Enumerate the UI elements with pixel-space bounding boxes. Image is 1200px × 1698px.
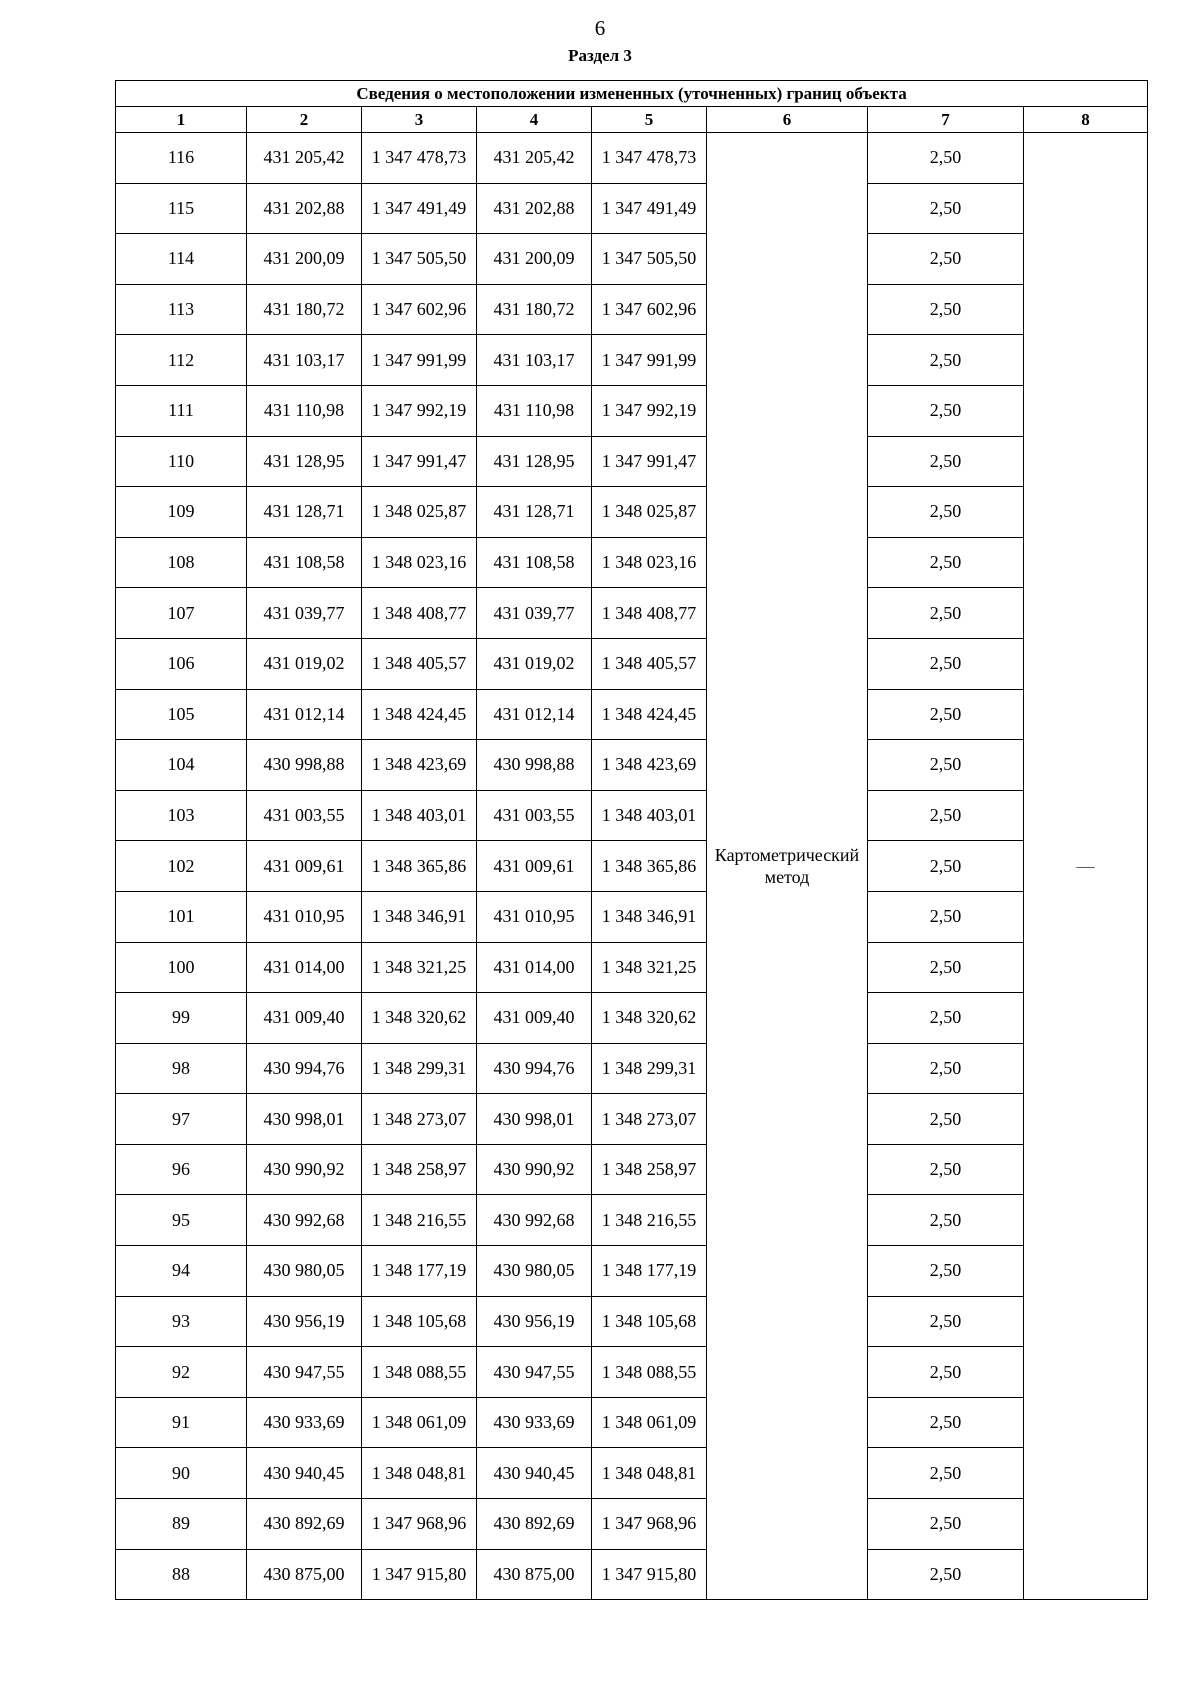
coordinates-table <box>115 80 1148 1600</box>
x-new-cell: 430 947,55 <box>477 1347 592 1398</box>
table-row <box>116 891 1148 942</box>
x-new-cell: 430 998,88 <box>477 740 592 791</box>
y-new-cell: 1 348 405,57 <box>592 638 707 689</box>
point-number-cell: 96 <box>116 1144 247 1195</box>
column-8-cell: — <box>1024 133 1148 1600</box>
x-new-cell: 430 933,69 <box>477 1397 592 1448</box>
y-old-cell: 1 348 424,45 <box>362 689 477 740</box>
y-old-cell: 1 348 023,16 <box>362 537 477 588</box>
y-old-cell: 1 347 991,47 <box>362 436 477 487</box>
x-old-cell: 431 202,88 <box>247 183 362 234</box>
x-old-cell: 430 892,69 <box>247 1499 362 1550</box>
table-row <box>116 841 1148 892</box>
y-old-cell: 1 348 408,77 <box>362 588 477 639</box>
x-old-cell: 431 200,09 <box>247 234 362 285</box>
y-new-cell: 1 347 968,96 <box>592 1499 707 1550</box>
x-old-cell: 430 875,00 <box>247 1549 362 1600</box>
x-new-cell: 431 010,95 <box>477 891 592 942</box>
point-number-cell: 105 <box>116 689 247 740</box>
x-old-cell: 431 039,77 <box>247 588 362 639</box>
y-new-cell: 1 348 273,07 <box>592 1094 707 1145</box>
point-number-cell: 98 <box>116 1043 247 1094</box>
point-number-cell: 102 <box>116 841 247 892</box>
y-new-cell: 1 348 061,09 <box>592 1397 707 1448</box>
y-new-cell: 1 347 602,96 <box>592 284 707 335</box>
x-new-cell: 431 108,58 <box>477 537 592 588</box>
accuracy-cell: 2,50 <box>868 133 1024 184</box>
y-old-cell: 1 347 505,50 <box>362 234 477 285</box>
column-number-row <box>116 107 1148 133</box>
table-row <box>116 1448 1148 1499</box>
x-new-cell: 431 200,09 <box>477 234 592 285</box>
point-number-cell: 91 <box>116 1397 247 1448</box>
y-new-cell: 1 348 258,97 <box>592 1144 707 1195</box>
x-new-cell: 431 180,72 <box>477 284 592 335</box>
y-old-cell: 1 347 478,73 <box>362 133 477 184</box>
point-number-cell: 106 <box>116 638 247 689</box>
x-old-cell: 431 012,14 <box>247 689 362 740</box>
x-new-cell: 431 014,00 <box>477 942 592 993</box>
y-new-cell: 1 348 025,87 <box>592 487 707 538</box>
y-old-cell: 1 348 346,91 <box>362 891 477 942</box>
y-new-cell: 1 348 299,31 <box>592 1043 707 1094</box>
x-old-cell: 431 009,61 <box>247 841 362 892</box>
accuracy-cell: 2,50 <box>868 1549 1024 1600</box>
y-new-cell: 1 348 088,55 <box>592 1347 707 1398</box>
y-new-cell: 1 347 505,50 <box>592 234 707 285</box>
x-new-cell: 431 012,14 <box>477 689 592 740</box>
accuracy-cell: 2,50 <box>868 1043 1024 1094</box>
point-number-cell: 116 <box>116 133 247 184</box>
accuracy-cell: 2,50 <box>868 1347 1024 1398</box>
y-old-cell: 1 347 602,96 <box>362 284 477 335</box>
x-old-cell: 431 180,72 <box>247 284 362 335</box>
x-old-cell: 430 998,01 <box>247 1094 362 1145</box>
table-row <box>116 1397 1148 1448</box>
x-old-cell: 430 947,55 <box>247 1347 362 1398</box>
section-title: Раздел 3 <box>568 46 632 65</box>
x-new-cell: 431 003,55 <box>477 790 592 841</box>
column-number-7: 7 <box>868 107 1024 133</box>
x-old-cell: 431 128,95 <box>247 436 362 487</box>
y-new-cell: 1 348 346,91 <box>592 891 707 942</box>
y-old-cell: 1 348 273,07 <box>362 1094 477 1145</box>
point-number-cell: 114 <box>116 234 247 285</box>
point-number-cell: 100 <box>116 942 247 993</box>
point-number-cell: 89 <box>116 1499 247 1550</box>
accuracy-cell: 2,50 <box>868 689 1024 740</box>
y-old-cell: 1 348 088,55 <box>362 1347 477 1398</box>
x-new-cell: 431 110,98 <box>477 385 592 436</box>
x-old-cell: 430 956,19 <box>247 1296 362 1347</box>
x-old-cell: 430 994,76 <box>247 1043 362 1094</box>
x-new-cell: 431 103,17 <box>477 335 592 386</box>
x-new-cell: 430 940,45 <box>477 1448 592 1499</box>
x-new-cell: 430 994,76 <box>477 1043 592 1094</box>
table-row <box>116 942 1148 993</box>
x-new-cell: 430 990,92 <box>477 1144 592 1195</box>
x-old-cell: 431 010,95 <box>247 891 362 942</box>
page-number: 6 <box>594 16 606 40</box>
column-number-1: 1 <box>116 107 247 133</box>
y-old-cell: 1 348 403,01 <box>362 790 477 841</box>
accuracy-cell: 2,50 <box>868 234 1024 285</box>
method-cell: Картометрический метод <box>707 133 868 1600</box>
y-old-cell: 1 348 423,69 <box>362 740 477 791</box>
point-number-cell: 93 <box>116 1296 247 1347</box>
y-old-cell: 1 347 915,80 <box>362 1549 477 1600</box>
accuracy-cell: 2,50 <box>868 891 1024 942</box>
table-row <box>116 183 1148 234</box>
x-old-cell: 430 998,88 <box>247 740 362 791</box>
point-number-cell: 97 <box>116 1094 247 1145</box>
table-caption: Сведения о местоположении измененных (уточненных) границ объекта <box>116 81 1148 107</box>
table-row <box>116 1549 1148 1600</box>
table-row <box>116 588 1148 639</box>
x-new-cell: 430 998,01 <box>477 1094 592 1145</box>
table-row <box>116 1246 1148 1297</box>
point-number-cell: 104 <box>116 740 247 791</box>
y-old-cell: 1 347 968,96 <box>362 1499 477 1550</box>
x-new-cell: 431 019,02 <box>477 638 592 689</box>
y-new-cell: 1 347 478,73 <box>592 133 707 184</box>
x-old-cell: 431 009,40 <box>247 993 362 1044</box>
x-old-cell: 430 933,69 <box>247 1397 362 1448</box>
table-row <box>116 284 1148 335</box>
point-number-cell: 107 <box>116 588 247 639</box>
x-old-cell: 431 128,71 <box>247 487 362 538</box>
y-new-cell: 1 348 320,62 <box>592 993 707 1044</box>
point-number-cell: 103 <box>116 790 247 841</box>
y-new-cell: 1 348 023,16 <box>592 537 707 588</box>
table-row <box>116 1195 1148 1246</box>
y-new-cell: 1 348 423,69 <box>592 740 707 791</box>
point-number-cell: 99 <box>116 993 247 1044</box>
table-row <box>116 1499 1148 1550</box>
column-number-8: 8 <box>1024 107 1148 133</box>
x-new-cell: 431 128,95 <box>477 436 592 487</box>
y-new-cell: 1 348 177,19 <box>592 1246 707 1297</box>
table-row <box>116 993 1148 1044</box>
x-old-cell: 430 980,05 <box>247 1246 362 1297</box>
y-old-cell: 1 348 177,19 <box>362 1246 477 1297</box>
x-old-cell: 431 103,17 <box>247 335 362 386</box>
y-old-cell: 1 348 025,87 <box>362 487 477 538</box>
table-row <box>116 537 1148 588</box>
accuracy-cell: 2,50 <box>868 284 1024 335</box>
accuracy-cell: 2,50 <box>868 1499 1024 1550</box>
y-old-cell: 1 348 320,62 <box>362 993 477 1044</box>
point-number-cell: 108 <box>116 537 247 588</box>
accuracy-cell: 2,50 <box>868 183 1024 234</box>
accuracy-cell: 2,50 <box>868 1448 1024 1499</box>
y-new-cell: 1 348 105,68 <box>592 1296 707 1347</box>
x-new-cell: 431 128,71 <box>477 487 592 538</box>
table-row <box>116 385 1148 436</box>
accuracy-cell: 2,50 <box>868 1144 1024 1195</box>
accuracy-cell: 2,50 <box>868 1195 1024 1246</box>
y-new-cell: 1 348 365,86 <box>592 841 707 892</box>
x-new-cell: 430 956,19 <box>477 1296 592 1347</box>
point-number-cell: 115 <box>116 183 247 234</box>
accuracy-cell: 2,50 <box>868 790 1024 841</box>
accuracy-cell: 2,50 <box>868 436 1024 487</box>
y-new-cell: 1 347 992,19 <box>592 385 707 436</box>
table-row <box>116 1296 1148 1347</box>
y-new-cell: 1 347 491,49 <box>592 183 707 234</box>
y-old-cell: 1 348 048,81 <box>362 1448 477 1499</box>
y-new-cell: 1 347 991,47 <box>592 436 707 487</box>
x-old-cell: 431 110,98 <box>247 385 362 436</box>
accuracy-cell: 2,50 <box>868 740 1024 791</box>
point-number-cell: 94 <box>116 1246 247 1297</box>
table-row <box>116 1094 1148 1145</box>
table-row <box>116 689 1148 740</box>
table-row <box>116 335 1148 386</box>
y-old-cell: 1 347 491,49 <box>362 183 477 234</box>
x-new-cell: 431 202,88 <box>477 183 592 234</box>
column-number-5: 5 <box>592 107 707 133</box>
y-new-cell: 1 348 424,45 <box>592 689 707 740</box>
x-new-cell: 431 039,77 <box>477 588 592 639</box>
table-row <box>116 1347 1148 1398</box>
table-row <box>116 487 1148 538</box>
x-old-cell: 431 019,02 <box>247 638 362 689</box>
point-number-cell: 113 <box>116 284 247 335</box>
x-old-cell: 430 940,45 <box>247 1448 362 1499</box>
y-old-cell: 1 348 405,57 <box>362 638 477 689</box>
table-row <box>116 1043 1148 1094</box>
accuracy-cell: 2,50 <box>868 1397 1024 1448</box>
column-number-3: 3 <box>362 107 477 133</box>
point-number-cell: 92 <box>116 1347 247 1398</box>
x-new-cell: 430 980,05 <box>477 1246 592 1297</box>
y-new-cell: 1 348 321,25 <box>592 942 707 993</box>
accuracy-cell: 2,50 <box>868 385 1024 436</box>
accuracy-cell: 2,50 <box>868 993 1024 1044</box>
y-new-cell: 1 348 403,01 <box>592 790 707 841</box>
accuracy-cell: 2,50 <box>868 638 1024 689</box>
x-old-cell: 431 108,58 <box>247 537 362 588</box>
table-row <box>116 790 1148 841</box>
column-number-2: 2 <box>247 107 362 133</box>
x-new-cell: 430 892,69 <box>477 1499 592 1550</box>
x-new-cell: 431 009,40 <box>477 993 592 1044</box>
x-old-cell: 431 205,42 <box>247 133 362 184</box>
table-row <box>116 740 1148 791</box>
point-number-cell: 110 <box>116 436 247 487</box>
point-number-cell: 112 <box>116 335 247 386</box>
y-old-cell: 1 348 299,31 <box>362 1043 477 1094</box>
y-old-cell: 1 348 321,25 <box>362 942 477 993</box>
x-new-cell: 430 992,68 <box>477 1195 592 1246</box>
y-old-cell: 1 347 992,19 <box>362 385 477 436</box>
y-new-cell: 1 348 216,55 <box>592 1195 707 1246</box>
table-body <box>116 133 1148 1600</box>
point-number-cell: 95 <box>116 1195 247 1246</box>
accuracy-cell: 2,50 <box>868 487 1024 538</box>
accuracy-cell: 2,50 <box>868 841 1024 892</box>
x-old-cell: 431 003,55 <box>247 790 362 841</box>
accuracy-cell: 2,50 <box>868 1296 1024 1347</box>
y-old-cell: 1 348 061,09 <box>362 1397 477 1448</box>
column-number-4: 4 <box>477 107 592 133</box>
point-number-cell: 111 <box>116 385 247 436</box>
point-number-cell: 90 <box>116 1448 247 1499</box>
point-number-cell: 109 <box>116 487 247 538</box>
accuracy-cell: 2,50 <box>868 1094 1024 1145</box>
point-number-cell: 88 <box>116 1549 247 1600</box>
y-new-cell: 1 348 408,77 <box>592 588 707 639</box>
y-new-cell: 1 347 915,80 <box>592 1549 707 1600</box>
x-new-cell: 430 875,00 <box>477 1549 592 1600</box>
table-row <box>116 133 1148 184</box>
x-old-cell: 431 014,00 <box>247 942 362 993</box>
y-old-cell: 1 347 991,99 <box>362 335 477 386</box>
x-old-cell: 430 992,68 <box>247 1195 362 1246</box>
point-number-cell: 101 <box>116 891 247 942</box>
y-new-cell: 1 347 991,99 <box>592 335 707 386</box>
y-old-cell: 1 348 105,68 <box>362 1296 477 1347</box>
accuracy-cell: 2,50 <box>868 588 1024 639</box>
accuracy-cell: 2,50 <box>868 537 1024 588</box>
table-row <box>116 638 1148 689</box>
y-new-cell: 1 348 048,81 <box>592 1448 707 1499</box>
table-row <box>116 436 1148 487</box>
x-new-cell: 431 205,42 <box>477 133 592 184</box>
y-old-cell: 1 348 258,97 <box>362 1144 477 1195</box>
y-old-cell: 1 348 365,86 <box>362 841 477 892</box>
accuracy-cell: 2,50 <box>868 942 1024 993</box>
accuracy-cell: 2,50 <box>868 1246 1024 1297</box>
accuracy-cell: 2,50 <box>868 335 1024 386</box>
column-number-6: 6 <box>707 107 868 133</box>
table-row <box>116 234 1148 285</box>
y-old-cell: 1 348 216,55 <box>362 1195 477 1246</box>
table-row <box>116 1144 1148 1195</box>
x-old-cell: 430 990,92 <box>247 1144 362 1195</box>
x-new-cell: 431 009,61 <box>477 841 592 892</box>
